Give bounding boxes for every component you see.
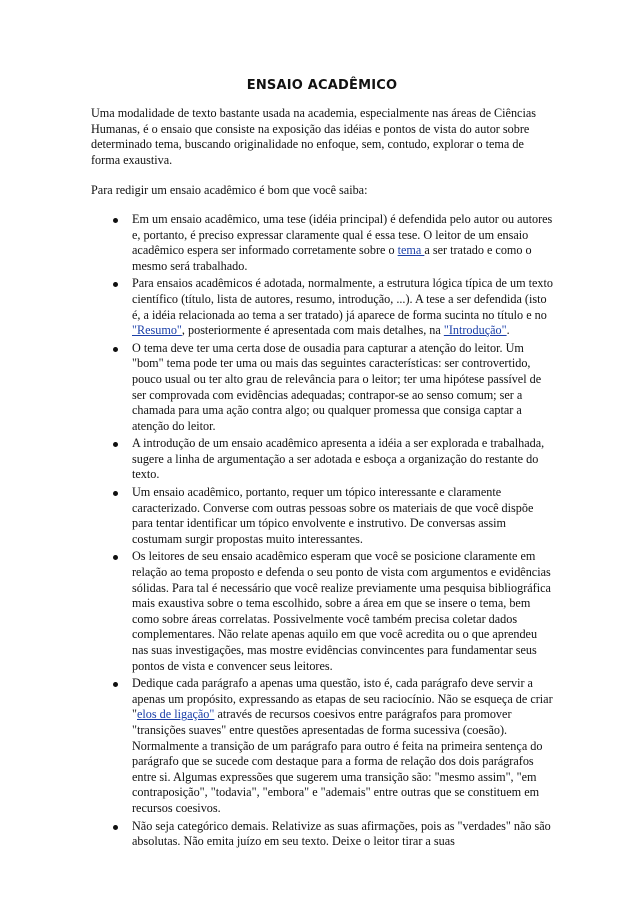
tips-list [91,212,553,850]
list-item-text: Um ensaio acadêmico, portanto, requer um tópico interessante e claramente caracterizado. Converse com outras pessoas sobre os materiais de que você dispõe para tentar identificar um tópico envolvente e instrutivo. De conversas assim costumam surgir propostas muito interessantes. [132,485,534,546]
introducao-link[interactable]: "Introdução" [443,323,507,338]
list-item [91,276,553,338]
elos-de-ligacao-link[interactable]: elos de ligação" [136,707,215,722]
bullet-icon [113,682,118,687]
list-item-text: A introdução de um ensaio acadêmico apresenta a idéia a ser explorada e trabalhada, sugere a linha de argumentação a ser adotada e esboça a organização do restante do texto. [132,436,545,482]
bullet-icon [113,555,118,560]
list-item [91,212,553,274]
list-item [91,819,553,850]
list-item [91,436,553,483]
bullet-icon [113,218,118,223]
list-item [91,549,553,674]
document-page [91,0,553,852]
list-item-text: . [506,323,510,338]
list-item-text: a ser tratado e como o mesmo será trabalhado. [132,243,532,273]
tema-link[interactable]: tema [397,243,425,258]
document-title: ENSAIO ACADÊMICO [246,78,398,93]
list-item-text: Em um ensaio acadêmico, uma tese (idéia principal) é defendida pelo autor ou autores e, portanto, é preciso expressar claramente qual é essa tese. O leitor de um ensaio acadêmico espera ser informado corretamente sobre o [132,211,553,258]
list-item-text: através de recursos coesivos entre parágrafos para promover "transições suaves" entre questões apresentadas de forma sucessiva (coesão). Normalmente a transição de um parágrafo para outro é feita na primeira sentença do parágrafo que se sucede com destaque para a forma de relação dos dois parágrafos entre si. Algumas expressões que sugerem uma transição são: "mesmo assim", "em contraposição", "todavia", "embora" e "ademais" entre outras que se constituem em recursos coesivos. [132,707,543,815]
list-item-text: O tema deve ter uma certa dose de ousadia para capturar a atenção do leitor. Um "bom" tema pode ter uma ou mais das seguintes características: ser controvertido, pouco usual ou ter alto grau de relevância para o leitor; ter uma hipótese passível de ser comprovada com evidências adequadas; contrapor-se ao senso comum; ser a chamada para uma ação contra algo; ou qualquer promessa que consiga captar a atenção do leitor. [132,340,542,433]
list-item-text: , posteriormente é apresentada com mais detalhes, na [181,323,444,338]
list-item-text: Para ensaios acadêmicos é adotada, normalmente, a estrutura lógica típica de um texto científico (título, lista de autores, resumo, introdução, ...). A tese a ser defendida (isto é, a idéia relacionada ao tema a ser tratado) já aparece de forma sucinta no título e no [132,276,553,322]
list-item-text: Dedique cada parágrafo a apenas uma questão, isto é, cada parágrafo deve servir a apenas um propósito, expressando as etapas de seu raciocínio. Não se esqueça de criar " [132,676,553,722]
list-item [91,485,553,547]
bullet-icon [113,282,118,287]
intro-paragraph: Uma modalidade de texto bastante usada na academia, especialmente nas áreas de Ciências Humanas, é o ensaio que consiste na exposição das idéias e pontos de vista do autor sobre determinado tema, buscando originalidade no enfoque, sem, contudo, explorar o tema de forma exaustiva. [91,106,536,167]
list-item-text: Os leitores de seu ensaio acadêmico esperam que você se posicione claramente em relação ao tema proposto e defenda o seu ponto de vista com argumentos e evidências sólidas. Para tal é necessário que você realize previamente uma pesquisa bibliográfica mais exaustiva sobre o tema escolhido, sobre a área em que se insere o tema, bem como sobre áreas correlatas. Possivelmente você também precisa coletar dados complementares. Não relate apenas aquilo em que você acredita ou o que aprendeu nas suas investigações, mas mostre evidências convincentes para fundamentar seus pontos de vista e convencer seus leitores. [132,549,551,673]
bullet-icon [113,825,118,830]
bullet-icon [113,347,118,352]
bullet-icon [113,442,118,447]
list-item [91,341,553,435]
lead-paragraph: Para redigir um ensaio acadêmico é bom que você saiba: [91,183,368,198]
resumo-link[interactable]: "Resumo" [132,323,182,338]
bullet-icon [113,491,118,496]
list-item [91,676,553,816]
list-item-text: Não seja categórico demais. Relativize as suas afirmações, pois as "verdades" não são absolutas. Não emita juízo em seu texto. Deixe o leitor tirar a suas [132,818,551,849]
